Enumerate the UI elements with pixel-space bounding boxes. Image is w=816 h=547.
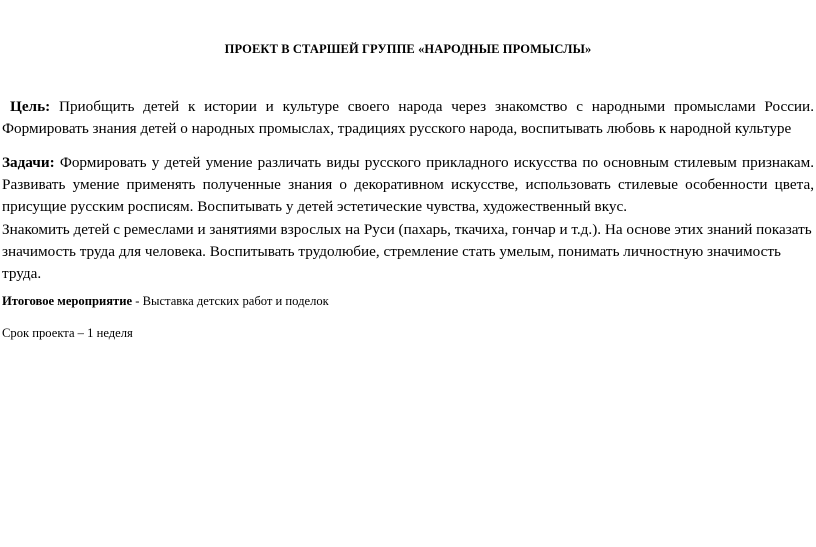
tasks-text: Формировать у детей умение различать виды русского прикладного искусства по основным стилевым признакам. Развивать умение применять полученные знания о декоративном искусстве, использовать стилевые особенности цвета, присущие русским росписям. Воспитывать у детей эстетические чувства, художественный вкус. [2,154,814,215]
tasks-paragraph [2,152,814,218]
final-event-text: - Выставка детских работ и поделок [132,294,329,308]
tasks-continued-paragraph: Знакомить детей с ремеслами и занятиями взрослых на Руси (пахарь, ткачиха, гончар и т.д.). На основе этих знаний показать значимость труда для человека. Воспитывать трудолюбие, стремление стать умелым, понимать личностную значимость труда. [2,221,812,282]
final-event-label: Итоговое мероприятие [2,294,133,308]
document-title: ПРОЕКТ В СТАРШЕЙ ГРУППЕ «НАРОДНЫЕ ПРОМЫСЛЫ» [224,42,592,56]
goal-label: Цель: [10,98,51,115]
goal-text: Приобщить детей к истории и культуре своего народа через знакомство с народными промыслами России. Формировать знания детей о народных промыслах, традициях русского народа, воспитывать любовь к народной культуре [2,98,814,137]
project-term-line: Срок проекта – 1 неделя [2,326,133,340]
final-event-line [2,293,814,309]
tasks-label: Задачи: [2,154,55,171]
goal-paragraph [2,96,814,140]
